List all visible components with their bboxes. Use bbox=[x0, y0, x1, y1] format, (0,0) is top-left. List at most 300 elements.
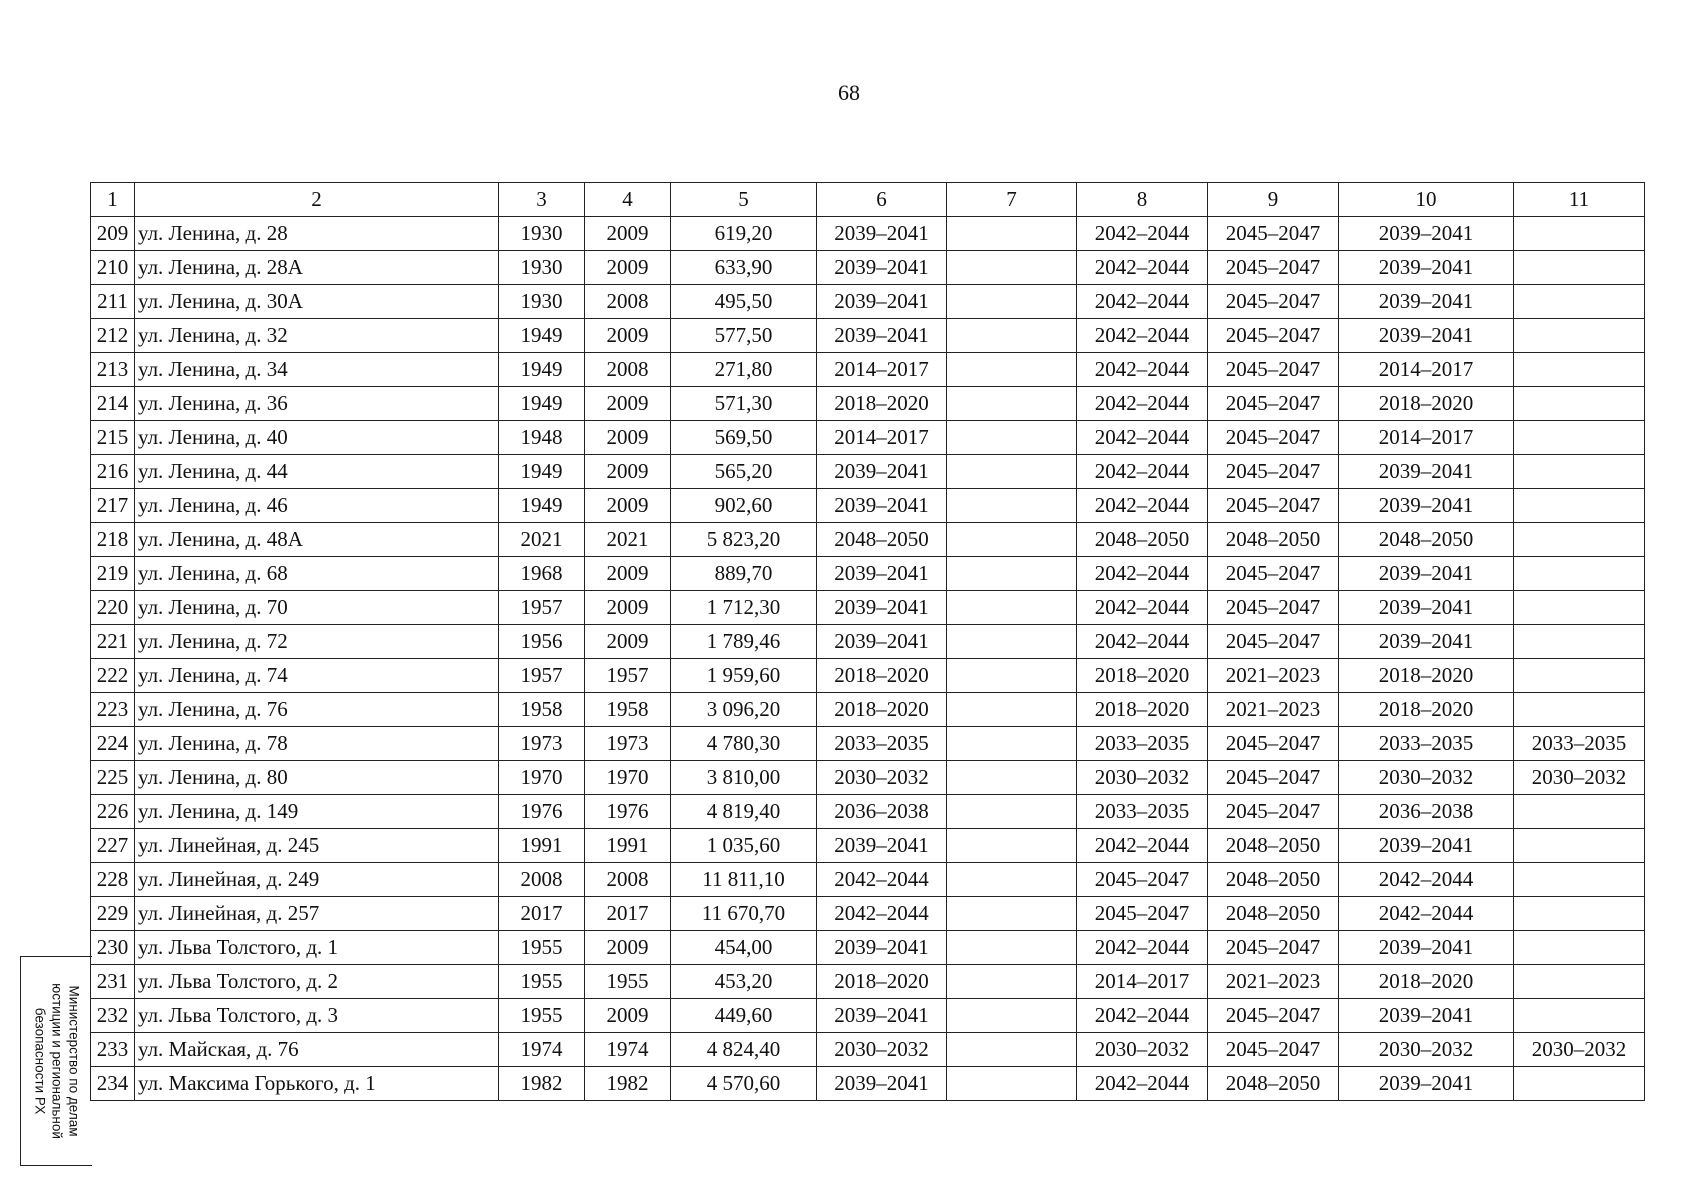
period-col-6-cell: 2039–2041 bbox=[817, 1067, 947, 1101]
row-number-cell: 232 bbox=[91, 999, 135, 1033]
period-col-6-cell: 2048–2050 bbox=[817, 523, 947, 557]
year-built-cell: 2017 bbox=[499, 897, 585, 931]
period-col-11-cell: 2030–2032 bbox=[1514, 761, 1645, 795]
area-cell: 633,90 bbox=[671, 251, 817, 285]
address-cell: ул. Линейная, д. 257 bbox=[135, 897, 499, 931]
area-cell: 619,20 bbox=[671, 217, 817, 251]
year-built-cell: 1949 bbox=[499, 387, 585, 421]
period-col-11-cell bbox=[1514, 319, 1645, 353]
table-row bbox=[91, 285, 1645, 319]
period-col-7-cell bbox=[947, 863, 1077, 897]
area-cell: 1 959,60 bbox=[671, 659, 817, 693]
table-row bbox=[91, 1067, 1645, 1101]
period-col-11-cell bbox=[1514, 421, 1645, 455]
period-col-6-cell: 2042–2044 bbox=[817, 863, 947, 897]
column-number-8: 8 bbox=[1077, 183, 1208, 217]
year-last-repair-cell: 1970 bbox=[585, 761, 671, 795]
table-row bbox=[91, 387, 1645, 421]
period-col-7-cell bbox=[947, 999, 1077, 1033]
period-col-7-cell bbox=[947, 625, 1077, 659]
period-col-6-cell: 2039–2041 bbox=[817, 931, 947, 965]
address-cell: ул. Ленина, д. 30А bbox=[135, 285, 499, 319]
period-col-8-cell: 2042–2044 bbox=[1077, 591, 1208, 625]
period-col-9-cell: 2045–2047 bbox=[1208, 761, 1339, 795]
period-col-9-cell: 2048–2050 bbox=[1208, 897, 1339, 931]
period-col-10-cell: 2018–2020 bbox=[1339, 387, 1514, 421]
address-cell: ул. Ленина, д. 32 bbox=[135, 319, 499, 353]
row-number-cell: 227 bbox=[91, 829, 135, 863]
area-cell: 4 824,40 bbox=[671, 1033, 817, 1067]
address-cell: ул. Ленина, д. 70 bbox=[135, 591, 499, 625]
period-col-10-cell: 2039–2041 bbox=[1339, 251, 1514, 285]
area-cell: 571,30 bbox=[671, 387, 817, 421]
period-col-7-cell bbox=[947, 523, 1077, 557]
period-col-9-cell: 2045–2047 bbox=[1208, 489, 1339, 523]
row-number-cell: 224 bbox=[91, 727, 135, 761]
period-col-11-cell bbox=[1514, 965, 1645, 999]
address-cell: ул. Ленина, д. 44 bbox=[135, 455, 499, 489]
row-number-cell: 223 bbox=[91, 693, 135, 727]
year-built-cell: 1970 bbox=[499, 761, 585, 795]
row-number-cell: 229 bbox=[91, 897, 135, 931]
period-col-8-cell: 2048–2050 bbox=[1077, 523, 1208, 557]
period-col-10-cell: 2042–2044 bbox=[1339, 863, 1514, 897]
table-row bbox=[91, 965, 1645, 999]
period-col-10-cell: 2039–2041 bbox=[1339, 1067, 1514, 1101]
address-cell: ул. Максима Горького, д. 1 bbox=[135, 1067, 499, 1101]
period-col-8-cell: 2033–2035 bbox=[1077, 727, 1208, 761]
period-col-11-cell bbox=[1514, 897, 1645, 931]
year-last-repair-cell: 2009 bbox=[585, 251, 671, 285]
year-last-repair-cell: 2009 bbox=[585, 421, 671, 455]
period-col-10-cell: 2018–2020 bbox=[1339, 659, 1514, 693]
year-built-cell: 1976 bbox=[499, 795, 585, 829]
row-number-cell: 218 bbox=[91, 523, 135, 557]
area-cell: 454,00 bbox=[671, 931, 817, 965]
period-col-10-cell: 2039–2041 bbox=[1339, 455, 1514, 489]
period-col-9-cell: 2045–2047 bbox=[1208, 251, 1339, 285]
period-col-9-cell: 2045–2047 bbox=[1208, 387, 1339, 421]
stamp-line: безопасности РХ bbox=[32, 1007, 47, 1115]
area-cell: 4 780,30 bbox=[671, 727, 817, 761]
period-col-7-cell bbox=[947, 1033, 1077, 1067]
period-col-11-cell: 2030–2032 bbox=[1514, 1033, 1645, 1067]
area-cell: 1 712,30 bbox=[671, 591, 817, 625]
column-number-4: 4 bbox=[585, 183, 671, 217]
period-col-11-cell bbox=[1514, 387, 1645, 421]
period-col-6-cell: 2039–2041 bbox=[817, 285, 947, 319]
year-last-repair-cell: 1957 bbox=[585, 659, 671, 693]
year-last-repair-cell: 2009 bbox=[585, 387, 671, 421]
area-cell: 902,60 bbox=[671, 489, 817, 523]
period-col-6-cell: 2039–2041 bbox=[817, 489, 947, 523]
row-number-cell: 219 bbox=[91, 557, 135, 591]
period-col-11-cell bbox=[1514, 625, 1645, 659]
period-col-10-cell: 2048–2050 bbox=[1339, 523, 1514, 557]
period-col-8-cell: 2042–2044 bbox=[1077, 251, 1208, 285]
table-row bbox=[91, 625, 1645, 659]
table-row bbox=[91, 1033, 1645, 1067]
period-col-8-cell: 2014–2017 bbox=[1077, 965, 1208, 999]
period-col-9-cell: 2045–2047 bbox=[1208, 217, 1339, 251]
period-col-10-cell: 2039–2041 bbox=[1339, 217, 1514, 251]
year-built-cell: 1955 bbox=[499, 999, 585, 1033]
year-built-cell: 1949 bbox=[499, 353, 585, 387]
column-number-5: 5 bbox=[671, 183, 817, 217]
period-col-7-cell bbox=[947, 251, 1077, 285]
year-last-repair-cell: 2009 bbox=[585, 217, 671, 251]
address-cell: ул. Ленина, д. 46 bbox=[135, 489, 499, 523]
year-built-cell: 2021 bbox=[499, 523, 585, 557]
period-col-8-cell: 2030–2032 bbox=[1077, 1033, 1208, 1067]
period-col-9-cell: 2045–2047 bbox=[1208, 557, 1339, 591]
row-number-cell: 234 bbox=[91, 1067, 135, 1101]
period-col-8-cell: 2045–2047 bbox=[1077, 897, 1208, 931]
period-col-6-cell: 2014–2017 bbox=[817, 353, 947, 387]
period-col-8-cell: 2042–2044 bbox=[1077, 489, 1208, 523]
table-row bbox=[91, 863, 1645, 897]
period-col-6-cell: 2039–2041 bbox=[817, 251, 947, 285]
address-cell: ул. Ленина, д. 74 bbox=[135, 659, 499, 693]
period-col-8-cell: 2018–2020 bbox=[1077, 693, 1208, 727]
area-cell: 889,70 bbox=[671, 557, 817, 591]
year-last-repair-cell: 1982 bbox=[585, 1067, 671, 1101]
period-col-6-cell: 2018–2020 bbox=[817, 965, 947, 999]
period-col-8-cell: 2042–2044 bbox=[1077, 319, 1208, 353]
period-col-9-cell: 2048–2050 bbox=[1208, 829, 1339, 863]
area-cell: 565,20 bbox=[671, 455, 817, 489]
table-row bbox=[91, 557, 1645, 591]
ministry-stamp bbox=[20, 956, 92, 1166]
area-cell: 577,50 bbox=[671, 319, 817, 353]
period-col-10-cell: 2033–2035 bbox=[1339, 727, 1514, 761]
period-col-10-cell: 2039–2041 bbox=[1339, 931, 1514, 965]
year-built-cell: 1956 bbox=[499, 625, 585, 659]
year-last-repair-cell: 1955 bbox=[585, 965, 671, 999]
period-col-9-cell: 2048–2050 bbox=[1208, 863, 1339, 897]
address-cell: ул. Ленина, д. 28 bbox=[135, 217, 499, 251]
period-col-8-cell: 2042–2044 bbox=[1077, 455, 1208, 489]
area-cell: 1 789,46 bbox=[671, 625, 817, 659]
period-col-9-cell: 2045–2047 bbox=[1208, 931, 1339, 965]
period-col-6-cell: 2039–2041 bbox=[817, 557, 947, 591]
address-cell: ул. Ленина, д. 68 bbox=[135, 557, 499, 591]
period-col-9-cell: 2045–2047 bbox=[1208, 353, 1339, 387]
area-cell: 5 823,20 bbox=[671, 523, 817, 557]
table-row bbox=[91, 489, 1645, 523]
period-col-6-cell: 2039–2041 bbox=[817, 591, 947, 625]
year-last-repair-cell: 1974 bbox=[585, 1033, 671, 1067]
year-built-cell: 1968 bbox=[499, 557, 585, 591]
period-col-11-cell bbox=[1514, 693, 1645, 727]
period-col-6-cell: 2030–2032 bbox=[817, 761, 947, 795]
area-cell: 271,80 bbox=[671, 353, 817, 387]
year-last-repair-cell: 2021 bbox=[585, 523, 671, 557]
year-built-cell: 1955 bbox=[499, 965, 585, 999]
area-cell: 4 570,60 bbox=[671, 1067, 817, 1101]
period-col-9-cell: 2045–2047 bbox=[1208, 285, 1339, 319]
year-built-cell: 1948 bbox=[499, 421, 585, 455]
period-col-7-cell bbox=[947, 761, 1077, 795]
period-col-10-cell: 2014–2017 bbox=[1339, 353, 1514, 387]
housing-register-table bbox=[90, 182, 1645, 1101]
period-col-8-cell: 2042–2044 bbox=[1077, 217, 1208, 251]
period-col-8-cell: 2033–2035 bbox=[1077, 795, 1208, 829]
year-last-repair-cell: 2009 bbox=[585, 319, 671, 353]
column-number-1: 1 bbox=[91, 183, 135, 217]
table-row bbox=[91, 693, 1645, 727]
period-col-10-cell: 2018–2020 bbox=[1339, 693, 1514, 727]
year-built-cell: 1949 bbox=[499, 455, 585, 489]
period-col-6-cell: 2030–2032 bbox=[817, 1033, 947, 1067]
year-last-repair-cell: 2009 bbox=[585, 591, 671, 625]
period-col-11-cell bbox=[1514, 557, 1645, 591]
table-row bbox=[91, 897, 1645, 931]
period-col-7-cell bbox=[947, 455, 1077, 489]
area-cell: 4 819,40 bbox=[671, 795, 817, 829]
period-col-9-cell: 2021–2023 bbox=[1208, 659, 1339, 693]
period-col-7-cell bbox=[947, 659, 1077, 693]
year-last-repair-cell: 2009 bbox=[585, 489, 671, 523]
year-last-repair-cell: 1973 bbox=[585, 727, 671, 761]
period-col-11-cell bbox=[1514, 285, 1645, 319]
address-cell: ул. Майская, д. 76 bbox=[135, 1033, 499, 1067]
row-number-cell: 216 bbox=[91, 455, 135, 489]
row-number-cell: 209 bbox=[91, 217, 135, 251]
period-col-11-cell bbox=[1514, 455, 1645, 489]
column-number-row bbox=[91, 183, 1645, 217]
table-row bbox=[91, 795, 1645, 829]
column-number-7: 7 bbox=[947, 183, 1077, 217]
period-col-6-cell: 2039–2041 bbox=[817, 319, 947, 353]
year-last-repair-cell: 2009 bbox=[585, 931, 671, 965]
area-cell: 449,60 bbox=[671, 999, 817, 1033]
period-col-8-cell: 2045–2047 bbox=[1077, 863, 1208, 897]
period-col-10-cell: 2030–2032 bbox=[1339, 761, 1514, 795]
year-built-cell: 2008 bbox=[499, 863, 585, 897]
period-col-11-cell bbox=[1514, 659, 1645, 693]
address-cell: ул. Ленина, д. 149 bbox=[135, 795, 499, 829]
year-built-cell: 1982 bbox=[499, 1067, 585, 1101]
area-cell: 11 811,10 bbox=[671, 863, 817, 897]
period-col-11-cell bbox=[1514, 217, 1645, 251]
period-col-6-cell: 2014–2017 bbox=[817, 421, 947, 455]
period-col-10-cell: 2039–2041 bbox=[1339, 591, 1514, 625]
year-built-cell: 1949 bbox=[499, 319, 585, 353]
table-row bbox=[91, 455, 1645, 489]
year-last-repair-cell: 1958 bbox=[585, 693, 671, 727]
year-last-repair-cell: 2017 bbox=[585, 897, 671, 931]
year-last-repair-cell: 1976 bbox=[585, 795, 671, 829]
year-built-cell: 1974 bbox=[499, 1033, 585, 1067]
column-number-11: 11 bbox=[1514, 183, 1645, 217]
period-col-11-cell bbox=[1514, 829, 1645, 863]
year-last-repair-cell: 2008 bbox=[585, 353, 671, 387]
period-col-7-cell bbox=[947, 489, 1077, 523]
area-cell: 569,50 bbox=[671, 421, 817, 455]
period-col-11-cell bbox=[1514, 795, 1645, 829]
table-row bbox=[91, 421, 1645, 455]
period-col-6-cell: 2039–2041 bbox=[817, 217, 947, 251]
period-col-7-cell bbox=[947, 591, 1077, 625]
period-col-7-cell bbox=[947, 897, 1077, 931]
period-col-9-cell: 2048–2050 bbox=[1208, 1067, 1339, 1101]
row-number-cell: 213 bbox=[91, 353, 135, 387]
area-cell: 1 035,60 bbox=[671, 829, 817, 863]
address-cell: ул. Льва Толстого, д. 1 bbox=[135, 931, 499, 965]
period-col-10-cell: 2039–2041 bbox=[1339, 285, 1514, 319]
table-row bbox=[91, 251, 1645, 285]
period-col-8-cell: 2042–2044 bbox=[1077, 387, 1208, 421]
row-number-cell: 226 bbox=[91, 795, 135, 829]
year-built-cell: 1973 bbox=[499, 727, 585, 761]
table-row bbox=[91, 659, 1645, 693]
address-cell: ул. Ленина, д. 76 bbox=[135, 693, 499, 727]
year-last-repair-cell: 2009 bbox=[585, 557, 671, 591]
column-number-2: 2 bbox=[135, 183, 499, 217]
period-col-7-cell bbox=[947, 421, 1077, 455]
period-col-11-cell bbox=[1514, 931, 1645, 965]
address-cell: ул. Ленина, д. 72 bbox=[135, 625, 499, 659]
period-col-11-cell bbox=[1514, 1067, 1645, 1101]
column-number-3: 3 bbox=[499, 183, 585, 217]
year-last-repair-cell: 2009 bbox=[585, 625, 671, 659]
table-body bbox=[91, 183, 1645, 1101]
period-col-6-cell: 2039–2041 bbox=[817, 625, 947, 659]
period-col-7-cell bbox=[947, 319, 1077, 353]
period-col-6-cell: 2039–2041 bbox=[817, 829, 947, 863]
year-built-cell: 1930 bbox=[499, 251, 585, 285]
period-col-10-cell: 2039–2041 bbox=[1339, 625, 1514, 659]
period-col-7-cell bbox=[947, 285, 1077, 319]
address-cell: ул. Ленина, д. 36 bbox=[135, 387, 499, 421]
row-number-cell: 230 bbox=[91, 931, 135, 965]
period-col-11-cell bbox=[1514, 999, 1645, 1033]
period-col-8-cell: 2042–2044 bbox=[1077, 931, 1208, 965]
period-col-11-cell bbox=[1514, 489, 1645, 523]
row-number-cell: 228 bbox=[91, 863, 135, 897]
period-col-9-cell: 2045–2047 bbox=[1208, 319, 1339, 353]
table-row bbox=[91, 353, 1645, 387]
period-col-10-cell: 2039–2041 bbox=[1339, 319, 1514, 353]
period-col-9-cell: 2045–2047 bbox=[1208, 421, 1339, 455]
period-col-10-cell: 2039–2041 bbox=[1339, 489, 1514, 523]
row-number-cell: 211 bbox=[91, 285, 135, 319]
period-col-11-cell bbox=[1514, 523, 1645, 557]
address-cell: ул. Ленина, д. 40 bbox=[135, 421, 499, 455]
year-last-repair-cell: 1991 bbox=[585, 829, 671, 863]
period-col-7-cell bbox=[947, 1067, 1077, 1101]
year-built-cell: 1949 bbox=[499, 489, 585, 523]
period-col-6-cell: 2018–2020 bbox=[817, 693, 947, 727]
period-col-9-cell: 2045–2047 bbox=[1208, 625, 1339, 659]
period-col-8-cell: 2042–2044 bbox=[1077, 353, 1208, 387]
year-built-cell: 1955 bbox=[499, 931, 585, 965]
period-col-9-cell: 2045–2047 bbox=[1208, 795, 1339, 829]
period-col-7-cell bbox=[947, 557, 1077, 591]
period-col-10-cell: 2014–2017 bbox=[1339, 421, 1514, 455]
period-col-6-cell: 2039–2041 bbox=[817, 999, 947, 1033]
period-col-10-cell: 2039–2041 bbox=[1339, 557, 1514, 591]
row-number-cell: 217 bbox=[91, 489, 135, 523]
row-number-cell: 212 bbox=[91, 319, 135, 353]
period-col-8-cell: 2042–2044 bbox=[1077, 285, 1208, 319]
table-row bbox=[91, 217, 1645, 251]
period-col-9-cell: 2045–2047 bbox=[1208, 455, 1339, 489]
period-col-8-cell: 2018–2020 bbox=[1077, 659, 1208, 693]
period-col-9-cell: 2045–2047 bbox=[1208, 1033, 1339, 1067]
year-last-repair-cell: 2009 bbox=[585, 999, 671, 1033]
area-cell: 453,20 bbox=[671, 965, 817, 999]
row-number-cell: 221 bbox=[91, 625, 135, 659]
year-built-cell: 1930 bbox=[499, 217, 585, 251]
row-number-cell: 231 bbox=[91, 965, 135, 999]
period-col-11-cell bbox=[1514, 353, 1645, 387]
period-col-6-cell: 2039–2041 bbox=[817, 455, 947, 489]
stamp-text bbox=[31, 963, 82, 1159]
period-col-9-cell: 2045–2047 bbox=[1208, 727, 1339, 761]
year-last-repair-cell: 2009 bbox=[585, 455, 671, 489]
address-cell: ул. Линейная, д. 245 bbox=[135, 829, 499, 863]
address-cell: ул. Ленина, д. 34 bbox=[135, 353, 499, 387]
period-col-8-cell: 2042–2044 bbox=[1077, 421, 1208, 455]
column-number-10: 10 bbox=[1339, 183, 1514, 217]
period-col-11-cell: 2033–2035 bbox=[1514, 727, 1645, 761]
period-col-9-cell: 2045–2047 bbox=[1208, 591, 1339, 625]
row-number-cell: 220 bbox=[91, 591, 135, 625]
period-col-8-cell: 2042–2044 bbox=[1077, 999, 1208, 1033]
year-built-cell: 1957 bbox=[499, 659, 585, 693]
area-cell: 495,50 bbox=[671, 285, 817, 319]
table-row bbox=[91, 523, 1645, 557]
address-cell: ул. Льва Толстого, д. 2 bbox=[135, 965, 499, 999]
period-col-10-cell: 2036–2038 bbox=[1339, 795, 1514, 829]
period-col-7-cell bbox=[947, 829, 1077, 863]
address-cell: ул. Ленина, д. 28А bbox=[135, 251, 499, 285]
row-number-cell: 210 bbox=[91, 251, 135, 285]
period-col-6-cell: 2042–2044 bbox=[817, 897, 947, 931]
period-col-11-cell bbox=[1514, 863, 1645, 897]
area-cell: 3 810,00 bbox=[671, 761, 817, 795]
year-built-cell: 1957 bbox=[499, 591, 585, 625]
table-row bbox=[91, 999, 1645, 1033]
address-cell: ул. Льва Толстого, д. 3 bbox=[135, 999, 499, 1033]
period-col-10-cell: 2030–2032 bbox=[1339, 1033, 1514, 1067]
period-col-8-cell: 2042–2044 bbox=[1077, 625, 1208, 659]
period-col-7-cell bbox=[947, 217, 1077, 251]
period-col-10-cell: 2039–2041 bbox=[1339, 829, 1514, 863]
period-col-6-cell: 2018–2020 bbox=[817, 659, 947, 693]
period-col-8-cell: 2042–2044 bbox=[1077, 829, 1208, 863]
year-last-repair-cell: 2008 bbox=[585, 285, 671, 319]
table-row bbox=[91, 829, 1645, 863]
period-col-7-cell bbox=[947, 965, 1077, 999]
period-col-11-cell bbox=[1514, 591, 1645, 625]
period-col-6-cell: 2036–2038 bbox=[817, 795, 947, 829]
row-number-cell: 225 bbox=[91, 761, 135, 795]
year-built-cell: 1991 bbox=[499, 829, 585, 863]
period-col-7-cell bbox=[947, 795, 1077, 829]
period-col-8-cell: 2042–2044 bbox=[1077, 1067, 1208, 1101]
table-row bbox=[91, 727, 1645, 761]
row-number-cell: 233 bbox=[91, 1033, 135, 1067]
period-col-9-cell: 2021–2023 bbox=[1208, 693, 1339, 727]
stamp-line: Министерство по делам bbox=[66, 985, 81, 1137]
table-row bbox=[91, 591, 1645, 625]
table-row bbox=[91, 761, 1645, 795]
period-col-9-cell: 2045–2047 bbox=[1208, 999, 1339, 1033]
area-cell: 3 096,20 bbox=[671, 693, 817, 727]
